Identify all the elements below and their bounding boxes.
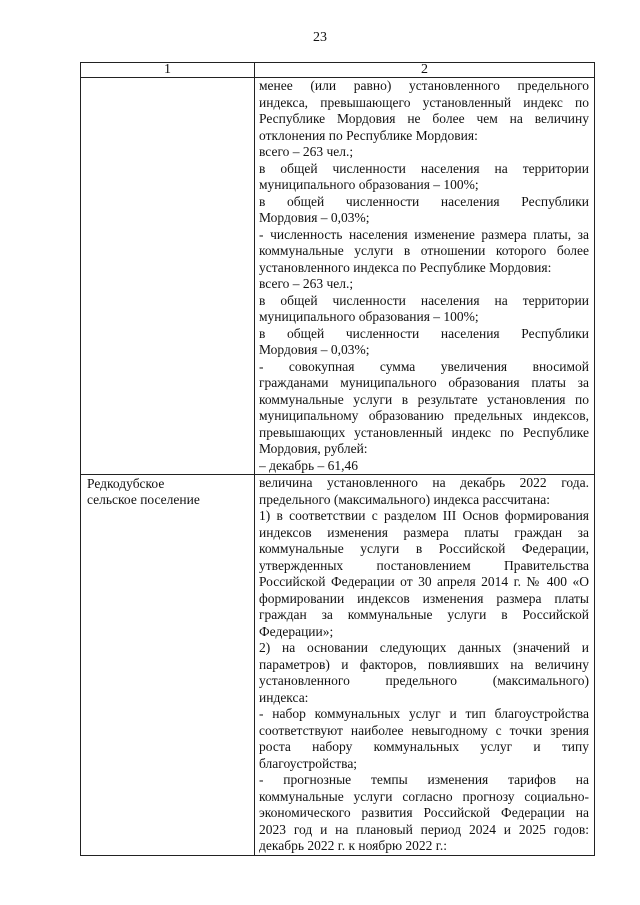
text-line: благоустройства; — [259, 755, 358, 771]
text-line: в общей численности населения Республики — [259, 325, 589, 341]
text-line: соответствуют наиболее невыгодному с точки зрения — [259, 722, 589, 738]
text-line: в общей численности населения на территории — [259, 292, 589, 308]
text-line: в общей численности населения Республики — [259, 193, 589, 209]
column-header-2: 2 — [255, 63, 595, 78]
text-line: превышающих установленный индекс по Республике — [259, 424, 589, 440]
text-line: - прогнозные темпы изменения тарифов на — [259, 772, 589, 787]
text-line: - численность населения изменение размера платы, за — [259, 226, 589, 242]
table-row — [81, 78, 595, 475]
text-line: параметров) и факторов, повлиявших на величину — [259, 656, 589, 672]
document-table — [80, 62, 595, 856]
text-line: муниципального образования – 100%; — [259, 309, 479, 324]
description-cell — [255, 475, 595, 856]
table-header-row — [81, 63, 595, 78]
text-line: всего – 263 чел.; — [259, 144, 354, 159]
text-line: Федерации»; — [259, 623, 334, 639]
text-line: установленного индекса по Республике Мордовия: — [259, 259, 552, 275]
text-line: величина установленного на декабрь 2022 года. — [259, 475, 589, 490]
text-line: утвержденных постановлением Правительства — [259, 557, 589, 573]
text-line: Российской Федерации от 30 апреля 2014 г. № 400 «О — [259, 574, 589, 589]
text-line: индексов изменения размера платы граждан за — [259, 524, 589, 540]
text-line: Мордовия – 0,03%; — [259, 342, 370, 357]
text-line: - совокупная сумма увеличения вносимой — [259, 358, 589, 374]
text-line: коммунальные услуги в Российской Федерации, — [259, 541, 589, 556]
municipality-cell — [81, 475, 255, 856]
text-line: всего – 263 чел.; — [259, 276, 354, 291]
municipality-name-line: сельское поселение — [87, 492, 200, 507]
text-line: роста набору коммунальных услуг и типу — [259, 739, 589, 754]
text-line: Мордовия, рублей: — [259, 441, 368, 456]
page-number: 23 — [313, 30, 327, 45]
municipality-cell — [81, 78, 255, 475]
column-header-1: 1 — [81, 63, 255, 78]
text-line: менее (или равно) установленного предельного — [259, 78, 589, 93]
text-line: гражданами муниципального образования платы за — [259, 375, 589, 390]
text-line: 2) на основании следующих данных (значений и — [259, 640, 589, 655]
text-line: Мордовия – 0,03%; — [259, 210, 370, 225]
text-line: коммунальные услуги в отношении которого более — [259, 243, 589, 258]
text-line: установленного предельного (максимального) — [259, 673, 589, 688]
text-line: муниципального образования – 100%; — [259, 177, 479, 192]
text-line: в общей численности населения на территории — [259, 160, 589, 176]
text-line: – декабрь – 61,46 — [259, 457, 358, 473]
text-line: предельного (максимального) индекса рассчитана: — [259, 491, 551, 507]
municipality-name-line: Редкодубское — [87, 476, 165, 491]
text-line: муниципальному образованию предельных индексов, — [259, 408, 589, 423]
text-line: граждан за коммунальные услуги в Российской — [259, 607, 589, 622]
text-line: экономического развития Российской Федерации на — [259, 805, 589, 820]
table-row — [81, 475, 595, 856]
text-line: формировании индексов изменения размера платы — [259, 590, 589, 606]
text-line: индекса, превышающего установленный индекс по — [259, 94, 589, 110]
text-line: - набор коммунальных услуг и тип благоустройства — [259, 706, 589, 721]
text-line: отклонения по Республике Мордовия: — [259, 127, 478, 143]
text-line: индекса: — [259, 689, 309, 705]
text-line: Республике Мордовия не более чем на величину — [259, 111, 589, 126]
text-line: 2023 год и на плановый период 2024 и 2025 годов: — [259, 821, 589, 837]
text-line: коммунальные услуги в результате установления по — [259, 391, 589, 407]
text-line: декабрь 2022 г. к ноябрю 2022 г.: — [259, 838, 447, 853]
text-line: коммунальные услуги согласно прогнозу социально- — [259, 788, 589, 804]
description-cell — [255, 78, 595, 475]
text-line: 1) в соответствии с разделом III Основ формирования — [259, 508, 589, 523]
